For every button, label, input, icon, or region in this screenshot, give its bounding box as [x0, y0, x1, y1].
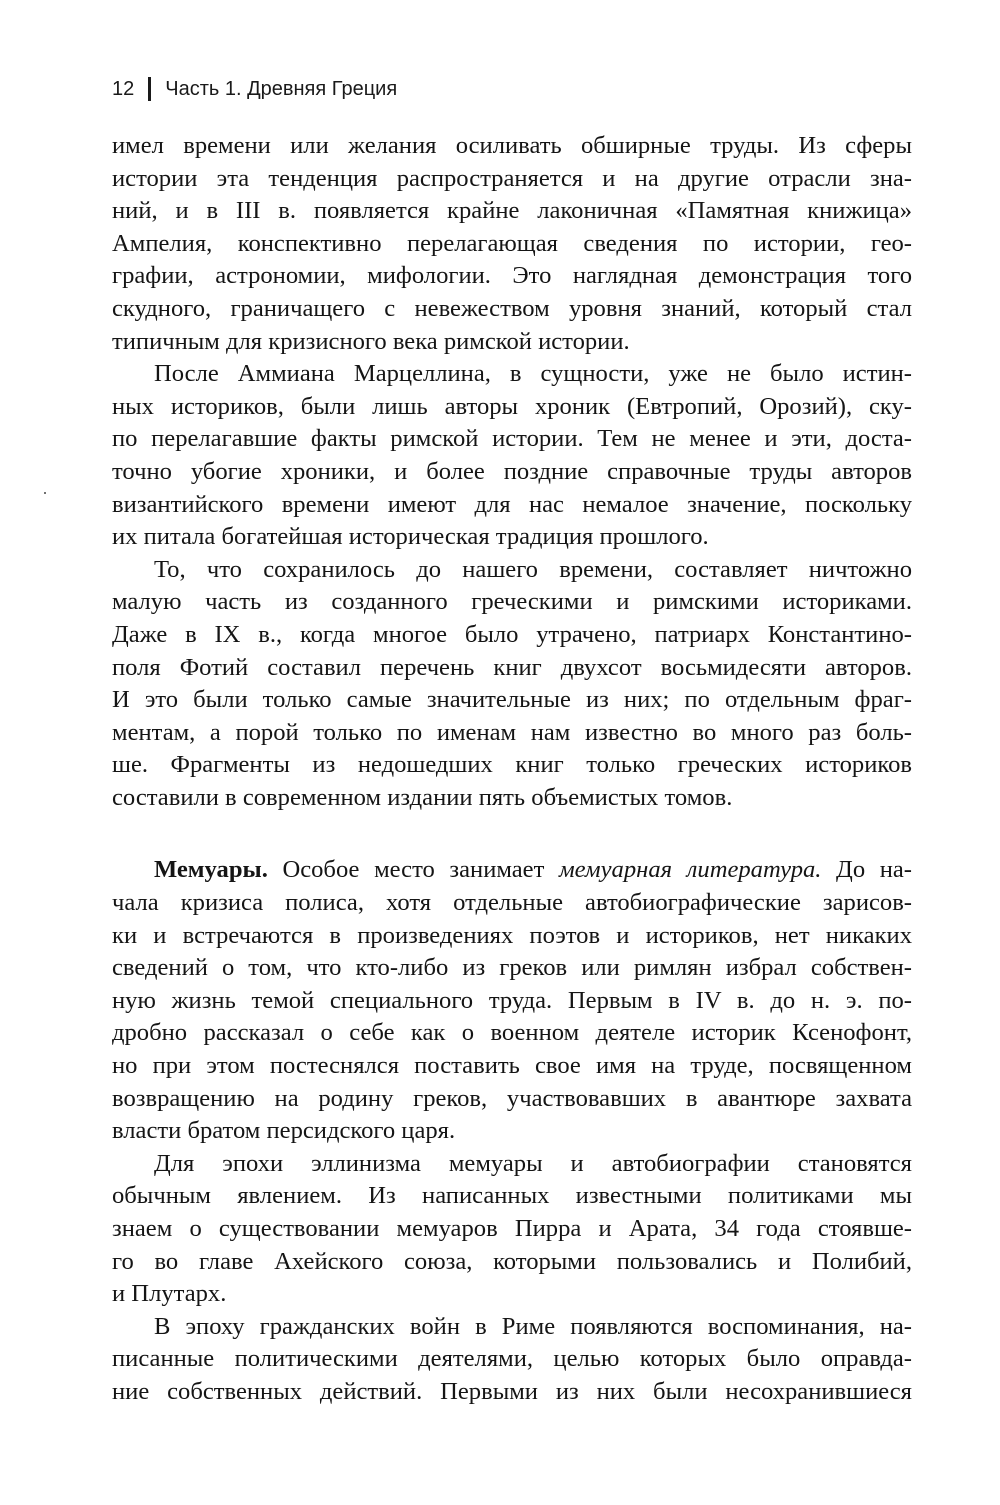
text-line: знаем о существовании мемуаров Пирра и Арата, 34 года стоявше-: [112, 1215, 912, 1242]
text-line: византийского времени имеют для нас немалое значение, поскольку: [112, 490, 912, 518]
text-line: ние собственных действий. Первыми из них были несохранившиеся: [112, 1377, 912, 1405]
text-line: дробно рассказал о себе как о военном деятеле историк Ксенофонт,: [112, 1019, 912, 1047]
section-title: Часть 1. Древняя Греция: [165, 77, 398, 100]
text-line: власти братом персидского царя.: [112, 1117, 456, 1145]
page-number: 12: [112, 77, 135, 100]
text-line: Для эпохи эллинизма мемуары и автобиографии становятся: [154, 1149, 912, 1177]
text-line: истории эта тенденция распространяется и на другие отрасли зна-: [112, 164, 912, 192]
text-line: То, что сохранилось до нашего времени, составляет ничтожно: [154, 555, 912, 583]
section-gap: [112, 814, 912, 854]
text-line: После Аммиана Марцеллина, в сущности, уже не было истин-: [154, 360, 912, 388]
paragraph-1: [112, 130, 912, 358]
text-line: В эпоху гражданских войн в Риме появляются воспоминания, на-: [154, 1312, 912, 1340]
lead-tail: До на-: [821, 856, 913, 884]
memoirs-term: мемуарная литература.: [558, 856, 822, 884]
text-line: ментам, а порой только по именам нам известно во много раз боль-: [112, 718, 912, 746]
text-line: ки и встречаются в произведениях поэтов и историков, нет никаких: [112, 921, 912, 949]
text-line: ных историков, были лишь авторы хроник (Евтропий, Орозий), ску-: [112, 392, 912, 420]
text-line: по перелагавшие факты римской истории. Тем не менее и эти, доста-: [112, 425, 912, 453]
text-line: возвращению на родину греков, участвовавших в авантюре захвата: [112, 1084, 912, 1112]
text-line: малую часть из созданного греческими и римскими историками.: [112, 588, 912, 616]
paragraph-5: [112, 1148, 912, 1311]
text-line: И это были только самые значительные из них; по отдельным фраг-: [112, 686, 912, 714]
text-line: поля Фотий составил перечень книг двухсот восьмидесяти авторов.: [112, 653, 912, 681]
text-line: писанные политическими деятелями, целью которых было оправда-: [112, 1345, 912, 1373]
text-line: точно убогие хроники, и более поздние справочные труды авторов: [112, 457, 912, 485]
text-line: Ампелия, конспективно перелагающая сведения по истории, гео-: [112, 229, 912, 257]
text-line-lead: [112, 854, 912, 887]
text-line: графии, астрономии, мифологии. Это наглядная демонстрация того: [112, 262, 912, 290]
text-line: обычным явлением. Из написанных известными политиками мы: [112, 1182, 912, 1210]
text-line: но при этом постеснялся поставить свое имя на труде, посвященном: [112, 1052, 912, 1080]
text-line: составили в современном издании пять объемистых томов.: [112, 783, 733, 811]
text-line: скудного, граничащего с невежеством уровня знаний, который стал: [112, 294, 912, 322]
paragraph-6: [112, 1311, 912, 1409]
running-head: [112, 77, 397, 101]
lead-text: Особое место занимает: [267, 856, 559, 884]
text-line: их питала богатейшая историческая традиция прошлого.: [112, 523, 709, 551]
scan-speck: [44, 492, 46, 494]
text-line: ную жизнь темой специального труда. Первым в IV в. до н. э. по-: [112, 986, 912, 1014]
text-line: Даже в IX в., когда многое было утрачено, патриарх Константино-: [112, 620, 912, 648]
text-line: имел времени или желания осиливать обширные труды. Из сферы: [112, 132, 912, 159]
text-line: чала кризиса полиса, хотя отдельные автобиографические зарисов-: [112, 889, 912, 917]
paragraph-memoirs: [112, 854, 912, 1147]
paragraph-2: [112, 358, 912, 554]
text-line: го во главе Ахейского союза, которыми пользовались и Полибий,: [112, 1247, 912, 1275]
text-line: ше. Фрагменты из недошедших книг только греческих историков: [112, 751, 912, 779]
text-line: типичным для кризисного века римской истории.: [112, 327, 630, 355]
text-column: [112, 130, 912, 1409]
text-line: ний, и в III в. появляется крайне лаконичная «Памятная книжица»: [112, 197, 912, 225]
memoirs-heading: Мемуары.: [154, 856, 268, 884]
text-line: и Плутарх.: [112, 1280, 227, 1308]
paragraph-3: [112, 554, 912, 815]
text-line: сведений о том, что кто-либо из греков или римлян избрал собствен-: [112, 954, 912, 982]
header-separator: [148, 77, 151, 101]
